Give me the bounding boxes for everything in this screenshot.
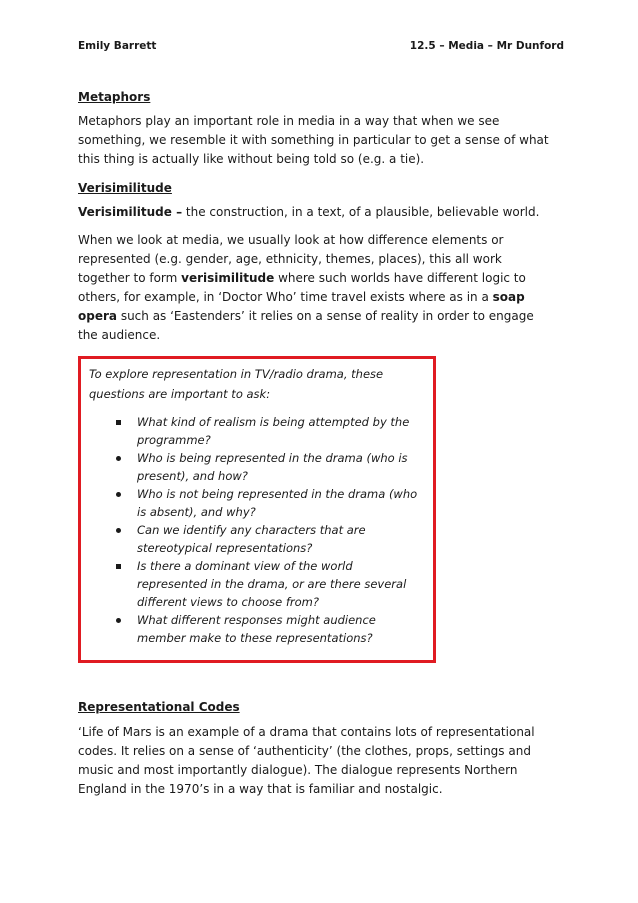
metaphors-line: this thing is actually like without being told so (e.g. a tie). <box>78 152 425 166</box>
paragraph-line: represented (e.g. gender, age, ethnicity, themes, places), this all work <box>78 252 502 266</box>
question-item: Is there a dominant view of the world represented in the drama, or are there several different views to choose from? <box>113 557 421 611</box>
question-item: What kind of realism is being attempted by the programme? <box>113 413 421 449</box>
round-bullet-icon <box>116 528 121 533</box>
emphasis-opera: opera <box>78 309 117 323</box>
page-header <box>78 38 564 54</box>
emphasis-verisimilitude: verisimilitude <box>181 271 275 285</box>
round-bullet-icon <box>116 618 121 623</box>
question-item: Can we identify any characters that are stereotypical representations? <box>113 521 421 557</box>
representational-codes-heading: Representational Codes <box>78 700 240 714</box>
metaphors-section <box>78 89 150 105</box>
round-bullet-icon <box>116 492 121 497</box>
questions-list <box>89 413 421 647</box>
verisimilitude-definition <box>78 203 564 222</box>
verisimilitude-section <box>78 180 172 196</box>
metaphors-line: something, we resemble it with something in particular to get a sense of what <box>78 133 549 147</box>
paragraph-line: others, for example, in ‘Doctor Who’ time travel exists where as in a soap <box>78 290 525 304</box>
paragraph-line: opera such as ‘Eastenders’ it relies on a sense of reality in order to engage <box>78 309 534 323</box>
metaphors-heading: Metaphors <box>78 90 151 104</box>
paragraph-line: codes. It relies on a sense of ‘authenticity’ (the clothes, props, settings and <box>78 744 531 758</box>
question-item: Who is being represented in the drama (who is present), and how? <box>113 449 421 485</box>
question-item: Who is not being represented in the drama (who is absent), and why? <box>113 485 421 521</box>
representational-codes-section <box>78 699 240 715</box>
paragraph-line: ‘Life of Mars is an example of a drama that contains lots of representational <box>78 725 535 739</box>
square-bullet-icon <box>116 420 121 425</box>
course-info: 12.5 – Media – Mr Dunford <box>409 40 564 52</box>
verisimilitude-heading: Verisimilitude <box>78 181 172 195</box>
question-item: What different responses might audience member make to these representations? <box>113 611 421 647</box>
paragraph-line: together to form verisimilitude where such worlds have different logic to <box>78 271 526 285</box>
questions-callout-box <box>78 356 436 663</box>
paragraph-line: When we look at media, we usually look at how difference elements or <box>78 233 504 247</box>
document-page <box>78 38 564 796</box>
metaphors-line: Metaphors play an important role in media in a way that when we see <box>78 114 500 128</box>
paragraph-line: England in the 1970’s in a way that is familiar and nostalgic. <box>78 782 443 796</box>
definition-term: Verisimilitude – <box>78 205 183 219</box>
definition-text: the construction, in a text, of a plausible, believable world. <box>182 205 540 219</box>
callout-intro-line: questions are important to ask: <box>89 387 271 401</box>
author-name: Emily Barrett <box>78 40 157 52</box>
metaphors-paragraph <box>78 112 564 169</box>
emphasis-soap: soap <box>492 290 525 304</box>
square-bullet-icon <box>116 564 121 569</box>
round-bullet-icon <box>116 456 121 461</box>
representational-codes-paragraph <box>78 723 564 799</box>
paragraph-line: music and most importantly dialogue). The dialogue represents Northern <box>78 763 518 777</box>
verisimilitude-paragraph <box>78 231 564 345</box>
paragraph-line: the audience. <box>78 328 161 342</box>
callout-intro-line: To explore representation in TV/radio drama, these <box>89 367 384 381</box>
